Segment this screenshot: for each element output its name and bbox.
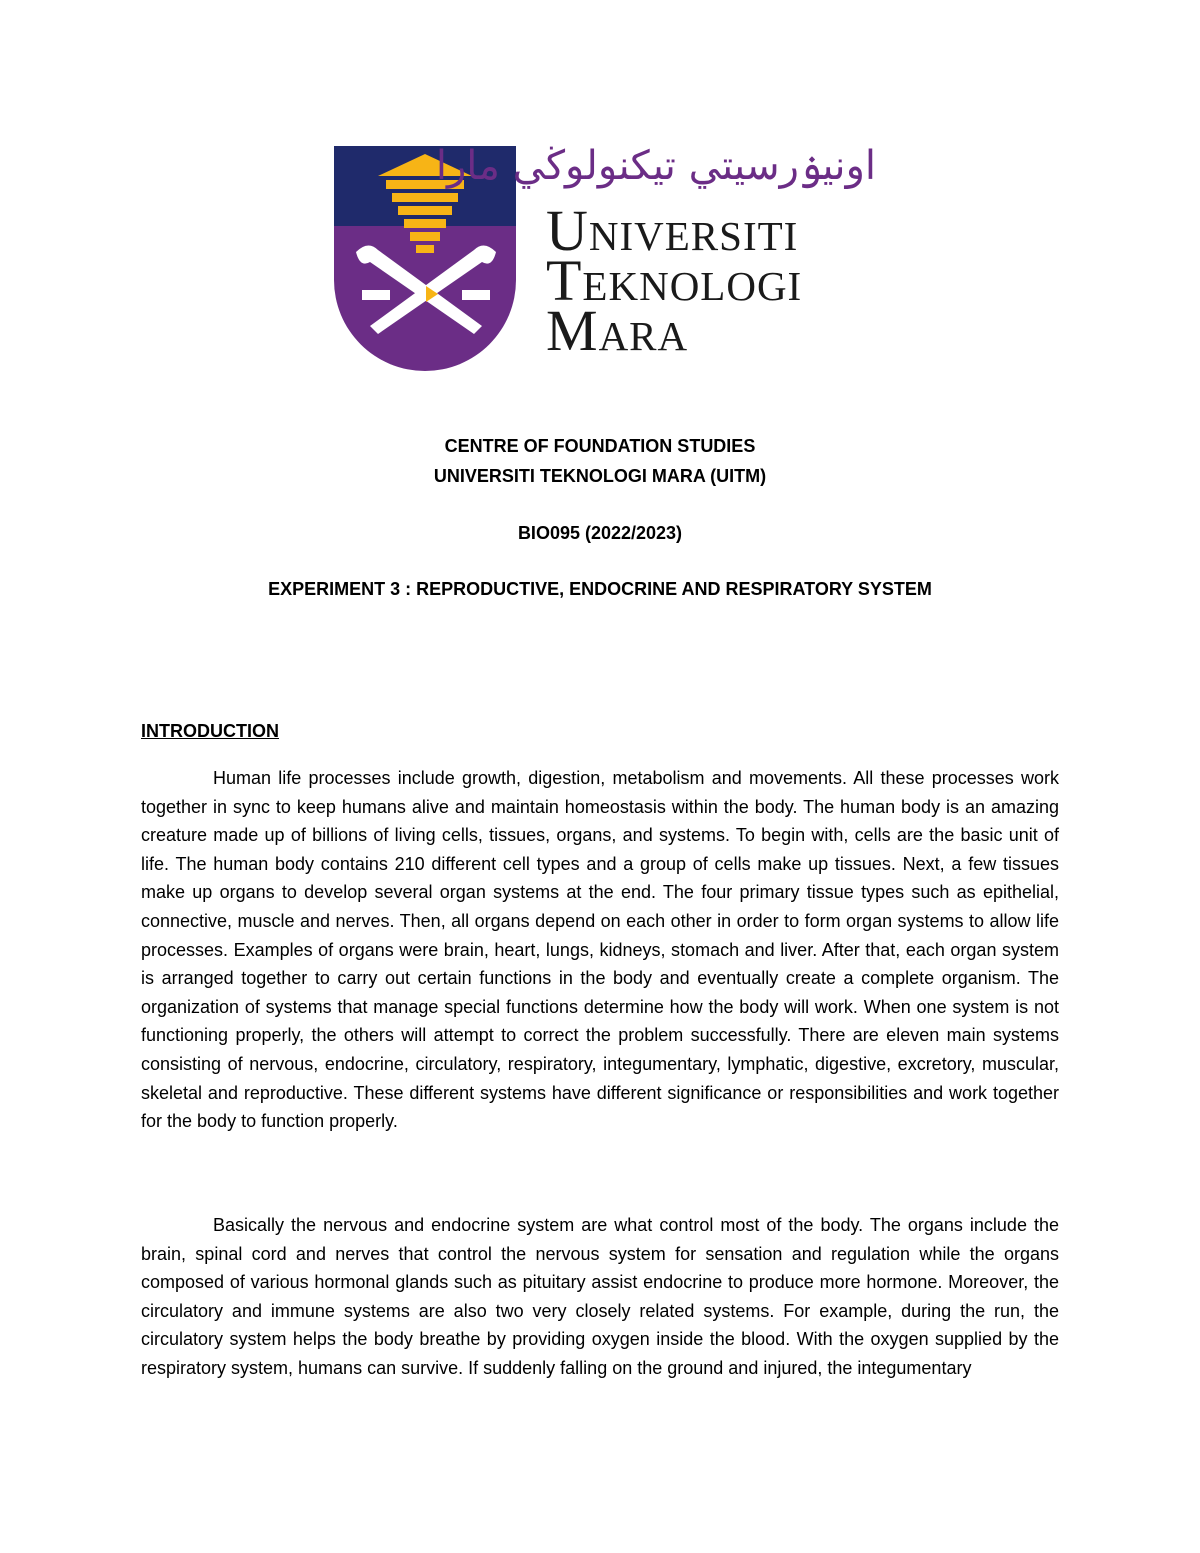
university-title: UNIVERSITI TEKNOLOGI MARA (UITM) (433, 466, 767, 486)
introduction-heading: INTRODUCTION (141, 721, 279, 741)
introduction-paragraph-2: Basically the nervous and endocrine system are what control most of the body. The organs include the brain, spinal cord and nerves that control the nervous system for sensation and regulation while the organs composed of various hormonal glands such as pituitary assist endocrine to produce more hormone. Moreover, the circulatory and immune systems are also two very closely related systems. For example, during the run, the circulatory system helps the body breathe by providing oxygen inside the blood. With the oxygen supplied by the respiratory system, humans can survive. If suddenly falling on the ground and injured, the integumentary (141, 1215, 1059, 1378)
experiment-title: EXPERIMENT 3 : REPRODUCTIVE, ENDOCRINE AND RESPIRATORY SYSTEM (268, 579, 932, 599)
university-wordmark: Universiti Teknologi Mara (546, 198, 803, 363)
course-code: BIO095 (2022/2023) (517, 523, 683, 543)
introduction-paragraph-1: Human life processes include growth, digestion, metabolism and movements. All these processes work together in sync to keep humans alive and maintain homeostasis within the body. The human body is an amazing creature made up of billions of living cells, tissues, organs, and systems. To begin with, cells are the basic unit of life. The human body contains 210 different cell types and a group of cells make up tissues. Next, a few tissues make up organs to develop several organ systems at the end. The four primary tissue types such as epithelial, connective, muscle and nerves. Then, all organs depend on each other in order to form organ systems to allow life processes. Examples of organs were brain, heart, lungs, kidneys, stomach and liver. After that, each organ system is arranged together to carry out certain functions in the body and eventually create a complete organism. The organization of systems that manage special functions determine how the body will work. When one system is not functioning properly, the others will attempt to correct the problem successfully. There are eleven main systems consisting of nervous, endocrine, circulatory, respiratory, integumentary, lymphatic, digestive, excretory, muscular, skeletal and reproductive. These different systems have different significance or responsibilities and work together for the body to function properly. (141, 768, 1059, 1132)
centre-title: CENTRE OF FOUNDATION STUDIES (444, 436, 756, 456)
uitm-logo (334, 140, 874, 370)
jawi-script-name: اونيۏرسيتي تيكنولوڬي مارا (435, 143, 876, 189)
